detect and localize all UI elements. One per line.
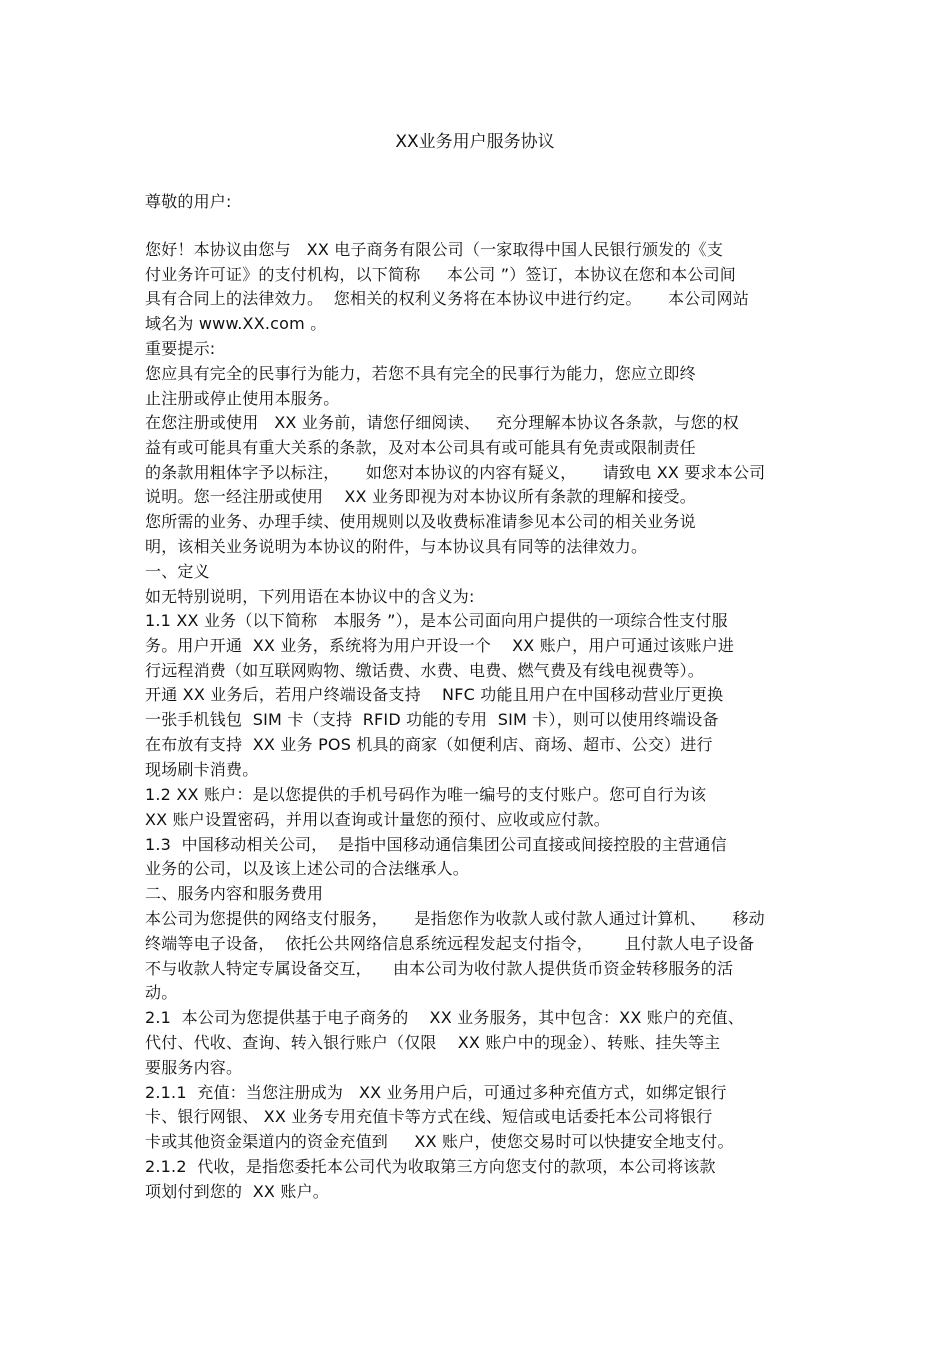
body-line: 业务的公司，以及该上述公司的合法继承人。: [145, 859, 470, 878]
body-line: 在布放有支持 XX 业务 POS 机具的商家（如便利店、商场、超市、公交）进行: [145, 735, 713, 754]
body-line: 不与收款人特定专属设备交互， 由本公司为收付款人提供货币资金转移服务的活: [145, 959, 734, 978]
body-line: 具有合同上的法律效力。 您相关的权利义务将在本协议中进行约定。 本公司网站: [145, 289, 750, 308]
body-line: 在您注册或使用 XX 业务前，请您仔细阅读、 充分理解本协议各条款，与您的权: [145, 413, 739, 432]
body-line: 终端等电子设备， 依托公共网络信息系统远程发起支付指令， 且付款人电子设备: [145, 934, 755, 953]
body-line: 2.1.1 充值：当您注册成为 XX 业务用户后，可通过多种充值方式，如绑定银行: [145, 1083, 727, 1102]
body-line: 开通 XX 业务后，若用户终端设备支持 NFC 功能且用户在中国移动营业厅更换: [145, 685, 724, 704]
body-line: 明，该相关业务说明为本协议的附件，与本协议具有同等的法律效力。: [145, 537, 648, 556]
body-line: 1.2 XX 账户：是以您提供的手机号码作为唯一编号的支付账户。您可自行为该: [145, 785, 707, 804]
body-line: 2.1 本公司为您提供基于电子商务的 XX 业务服务，其中包含：XX 账户的充值、: [145, 1008, 744, 1027]
body-line: 要服务内容。: [145, 1058, 243, 1077]
body-line: 项划付到您的 XX 账户。: [145, 1182, 329, 1201]
body-line: 现场刷卡消费。: [145, 760, 259, 779]
body-line: 您好！本协议由您与 XX 电子商务有限公司（一家取得中国人民银行颁发的《支: [145, 240, 724, 259]
body-line: 一张手机钱包 SIM 卡（支持 RFID 功能的专用 SIM 卡），则可以使用终端设备: [145, 710, 719, 729]
body-line: 您所需的业务、办理手续、使用规则以及收费标准请参见本公司的相关业务说: [145, 512, 696, 531]
body-line: 如无特别说明，下列用语在本协议中的含义为:: [145, 587, 475, 606]
body-line: 域名为 www.XX.com 。: [145, 314, 327, 333]
body-line: 付业务许可证》的支付机构，以下简称 本公司 ”）签订，本协议在您和本公司间: [145, 265, 737, 284]
body-line: 1.1 XX 业务（以下简称 本服务 ”），是本公司面向用户提供的一项综合性支付服: [145, 611, 728, 630]
body-line: 本公司为您提供的网络支付服务， 是指您作为收款人或付款人通过计算机、 移动: [145, 909, 765, 928]
body-line: 务。用户开通 XX 业务，系统将为用户开设一个 XX 账户，用户可通过该账户进: [145, 636, 735, 655]
body-line: 动。: [145, 983, 178, 1002]
body-line: 1.3 中国移动相关公司， 是指中国移动通信集团公司直接或间接控股的主营通信: [145, 835, 727, 854]
body-line: 止注册或停止使用本服务。: [145, 389, 340, 408]
body-line: 卡、银行网银、 XX 业务专用充值卡等方式在线、短信或电话委托本公司将银行: [145, 1107, 713, 1126]
body-line: 2.1.2 代收，是指您委托本公司代为收取第三方向您支付的款项，本公司将该款: [145, 1157, 716, 1176]
body-line: 重要提示:: [145, 339, 216, 358]
body-line: XX 账户设置密码，并用以查询或计量您的预付、应收或应付款。: [145, 810, 611, 829]
body-line: 行远程消费（如互联网购物、缴话费、水费、电费、燃气费及有线电视费等）。: [145, 661, 705, 680]
body-line: 说明。您一经注册或使用 XX 业务即视为对本协议所有条款的理解和接受。: [145, 487, 696, 506]
body-line: 尊敬的用户:: [145, 192, 232, 211]
body-line: 您应具有完全的民事行为能力，若您不具有完全的民事行为能力，您应立即终: [145, 364, 696, 383]
body-line: 一、定义: [145, 562, 210, 581]
body-line: 二、服务内容和服务费用: [145, 884, 324, 903]
body-line: 代付、代收、查询、转入银行账户（仅限 XX 账户中的现金）、转账、挂失等主: [145, 1033, 721, 1052]
body-line: 益有或可能具有重大关系的条款，及对本公司具有或可能具有免责或限制责任: [145, 438, 696, 457]
document-title: XX业务用户服务协议: [395, 132, 555, 152]
body-line: 的条款用粗体字予以标注， 如您对本协议的内容有疑义， 请致电 XX 要求本公司: [145, 463, 766, 482]
body-line: 卡或其他资金渠道内的资金充值到 XX 账户，使您交易时可以快捷安全地支付。: [145, 1132, 734, 1151]
